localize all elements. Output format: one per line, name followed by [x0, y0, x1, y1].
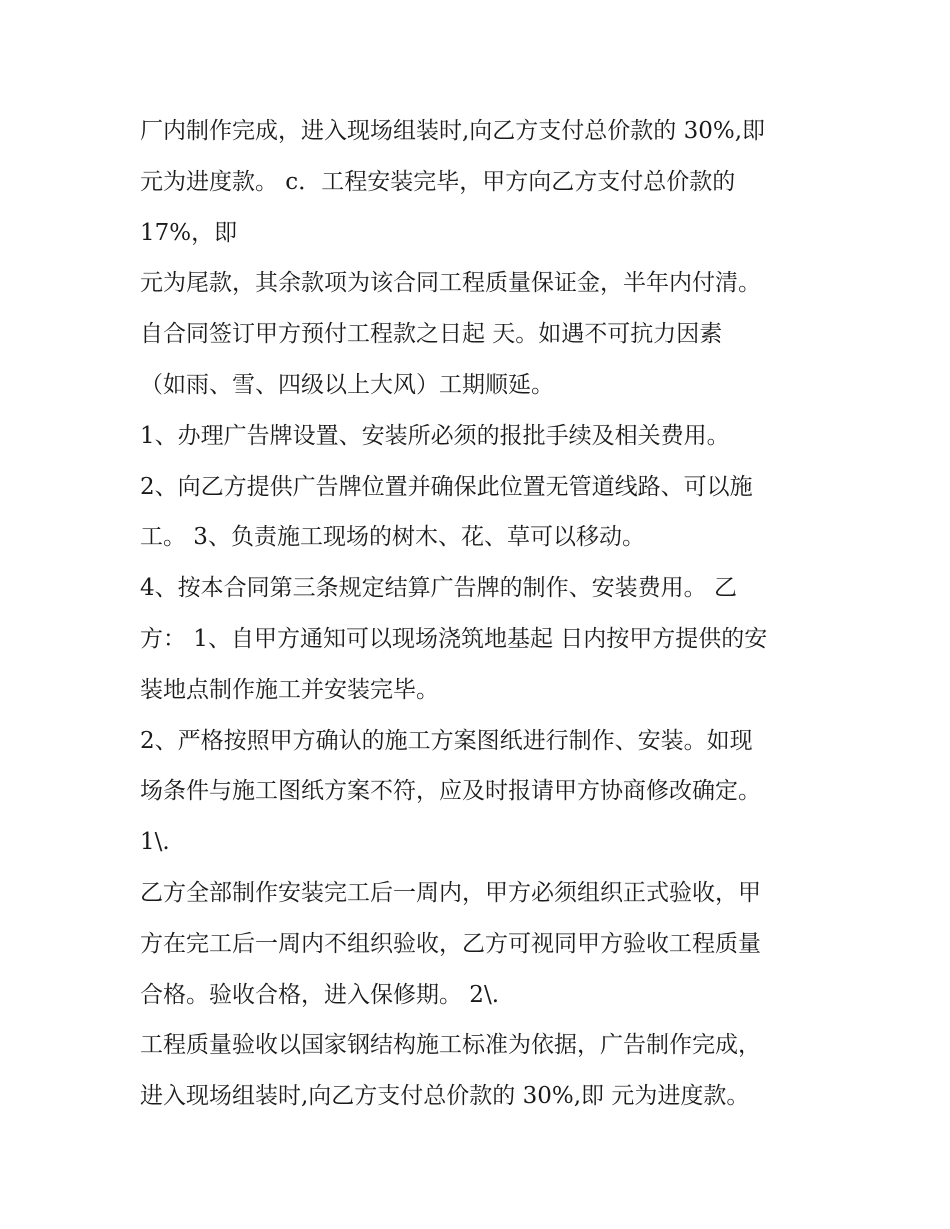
text-line-6: （如雨、雪、四级以上大风）工期顺延。 — [140, 371, 554, 398]
text-line-8: 2、向乙方提供广告牌位置并确保此位置无管道线路、可以施 — [140, 473, 753, 500]
text-line-13: 2、严格按照甲方确认的施工方案图纸进行制作、安装。如现 — [140, 727, 753, 754]
text-line-11: 方： 1、自甲方通知可以现场浇筑地基起 日内按甲方提供的安 — [140, 625, 768, 652]
text-line-5: 自合同签订甲方预付工程款之日起 天。如遇不可抗力因素 — [140, 321, 723, 348]
text-line-2: 元为进度款。 c．工程安装完毕，甲方向乙方支付总价款的 — [140, 168, 736, 195]
text-line-19: 工程质量验收以国家钢结构施工标准为依据，广告制作完成， — [140, 1032, 761, 1059]
text-line-9: 工。 3、负责施工现场的树木、花、草可以移动。 — [140, 524, 645, 551]
text-line-12: 装地点制作施工并安装完毕。 — [140, 676, 439, 703]
text-line-17: 方在完工后一周内不组织验收，乙方可视同甲方验收工程质量 — [140, 930, 761, 957]
text-line-15: 1\. — [140, 829, 170, 856]
text-line-16: 乙方全部制作安装完工后一周内，甲方必须组织正式验收，甲 — [140, 879, 761, 906]
text-line-10: 4、按本合同第三条规定结算广告牌的制作、安装费用。 乙 — [140, 575, 737, 602]
contract-text — [140, 106, 830, 1122]
text-line-20: 进入现场组装时,向乙方支付总价款的 30%,即 元为进度款。 — [140, 1083, 750, 1110]
text-line-1: 厂内制作完成，进入现场组装时,向乙方支付总价款的 30%,即 — [140, 118, 766, 144]
text-line-14: 场条件与施工图纸方案不符，应及时报请甲方协商修改确定。 — [140, 778, 761, 805]
text-line-4: 元为尾款，其余款项为该合同工程质量保证金，半年内付清。 — [140, 270, 761, 297]
text-line-3: 17%，即 — [140, 219, 238, 246]
text-line-18: 合格。验收合格，进入保修期。 2\. — [140, 981, 500, 1008]
text-line-7: 1、办理广告牌设置、安装所必须的报批手续及相关费用。 — [140, 422, 730, 449]
